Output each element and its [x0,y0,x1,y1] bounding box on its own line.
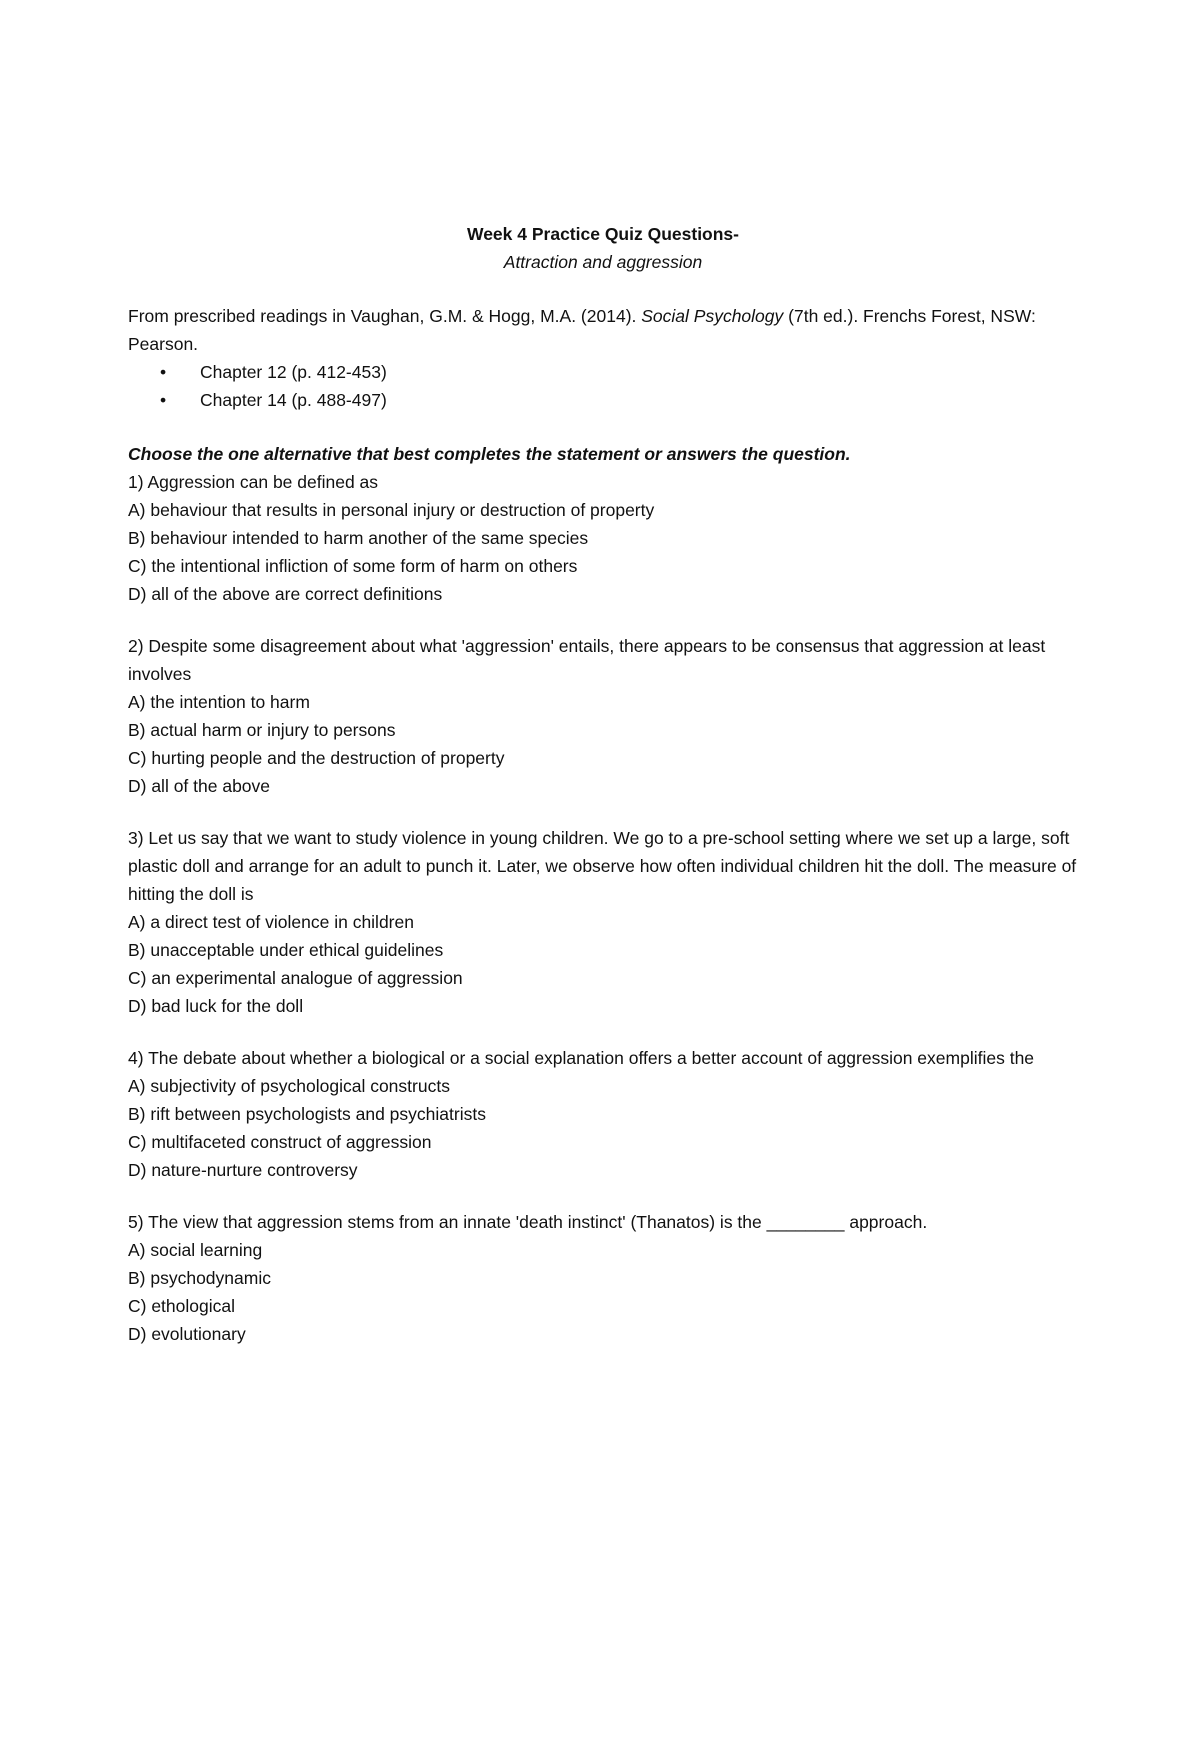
bullet-icon: • [160,362,167,382]
bullet-icon: • [160,390,167,410]
answer-option-d: D) all of the above [128,776,271,796]
chapter-list-item [160,358,1078,386]
question-5 [128,1208,1078,1348]
question-stem: 4) The debate about whether a biological or a social explanation offers a better account of aggression exemplifies the [128,1048,1035,1068]
question-stem: 1) Aggression can be defined as [128,472,379,492]
question-stem: 3) Let us say that we want to study violence in young children. We go to a pre-school setting where we set up a large, soft plastic doll and arrange for an adult to punch it. Later, we observe how often individual children hit the doll. The measure of hitting the doll is [128,828,1077,904]
document-content [128,220,1078,1372]
answer-option-a: A) the intention to harm [128,692,310,712]
answer-option-c: C) the intentional infliction of some form of harm on others [128,556,578,576]
answer-option-a: A) behaviour that results in personal injury or destruction of property [128,500,655,520]
answer-option-a: A) a direct test of violence in children [128,912,414,932]
page-subtitle: Attraction and aggression [503,252,703,272]
answer-option-d: D) all of the above are correct definitions [128,584,443,604]
question-stem: 2) Despite some disagreement about what 'aggression' entails, there appears to be consensus that aggression at least involves [128,636,1046,684]
answer-option-d: D) evolutionary [128,1324,246,1344]
question-3 [128,824,1078,1020]
question-4 [128,1044,1078,1184]
answer-option-b: B) unacceptable under ethical guidelines [128,940,444,960]
chapter-list-item [160,386,1078,414]
answer-option-b: B) psychodynamic [128,1268,271,1288]
question-1 [128,468,1078,608]
answer-option-b: B) actual harm or injury to persons [128,720,396,740]
page-title: Week 4 Practice Quiz Questions- [467,224,739,244]
reading-source-suffix: (7th ed.). Frenchs Forest, NSW: Pearson. [128,306,1036,354]
answer-option-c: C) ethological [128,1296,235,1316]
reading-source-prefix: From prescribed readings in Vaughan, G.M. & Hogg, M.A. (2014). [128,306,642,326]
answer-option-a: A) social learning [128,1240,263,1260]
chapter-label: Chapter 14 (p. 488-497) [200,390,387,410]
answer-option-d: D) nature-nurture controversy [128,1160,358,1180]
answer-option-a: A) subjectivity of psychological constructs [128,1076,450,1096]
answer-option-c: C) hurting people and the destruction of property [128,748,505,768]
question-stem: 5) The view that aggression stems from an innate 'death instinct' (Thanatos) is the ________ approach. [128,1212,928,1232]
quiz-instruction: Choose the one alternative that best completes the statement or answers the question. [128,444,851,464]
reading-source [128,302,1078,358]
chapter-label: Chapter 12 (p. 412-453) [200,362,387,382]
answer-option-d: D) bad luck for the doll [128,996,304,1016]
question-2 [128,632,1078,800]
answer-option-c: C) an experimental analogue of aggression [128,968,463,988]
answer-option-b: B) rift between psychologists and psychiatrists [128,1104,486,1124]
chapter-list [128,358,1078,414]
reading-book-title: Social Psychology [641,306,784,326]
answer-option-b: B) behaviour intended to harm another of the same species [128,528,589,548]
answer-option-c: C) multifaceted construct of aggression [128,1132,432,1152]
